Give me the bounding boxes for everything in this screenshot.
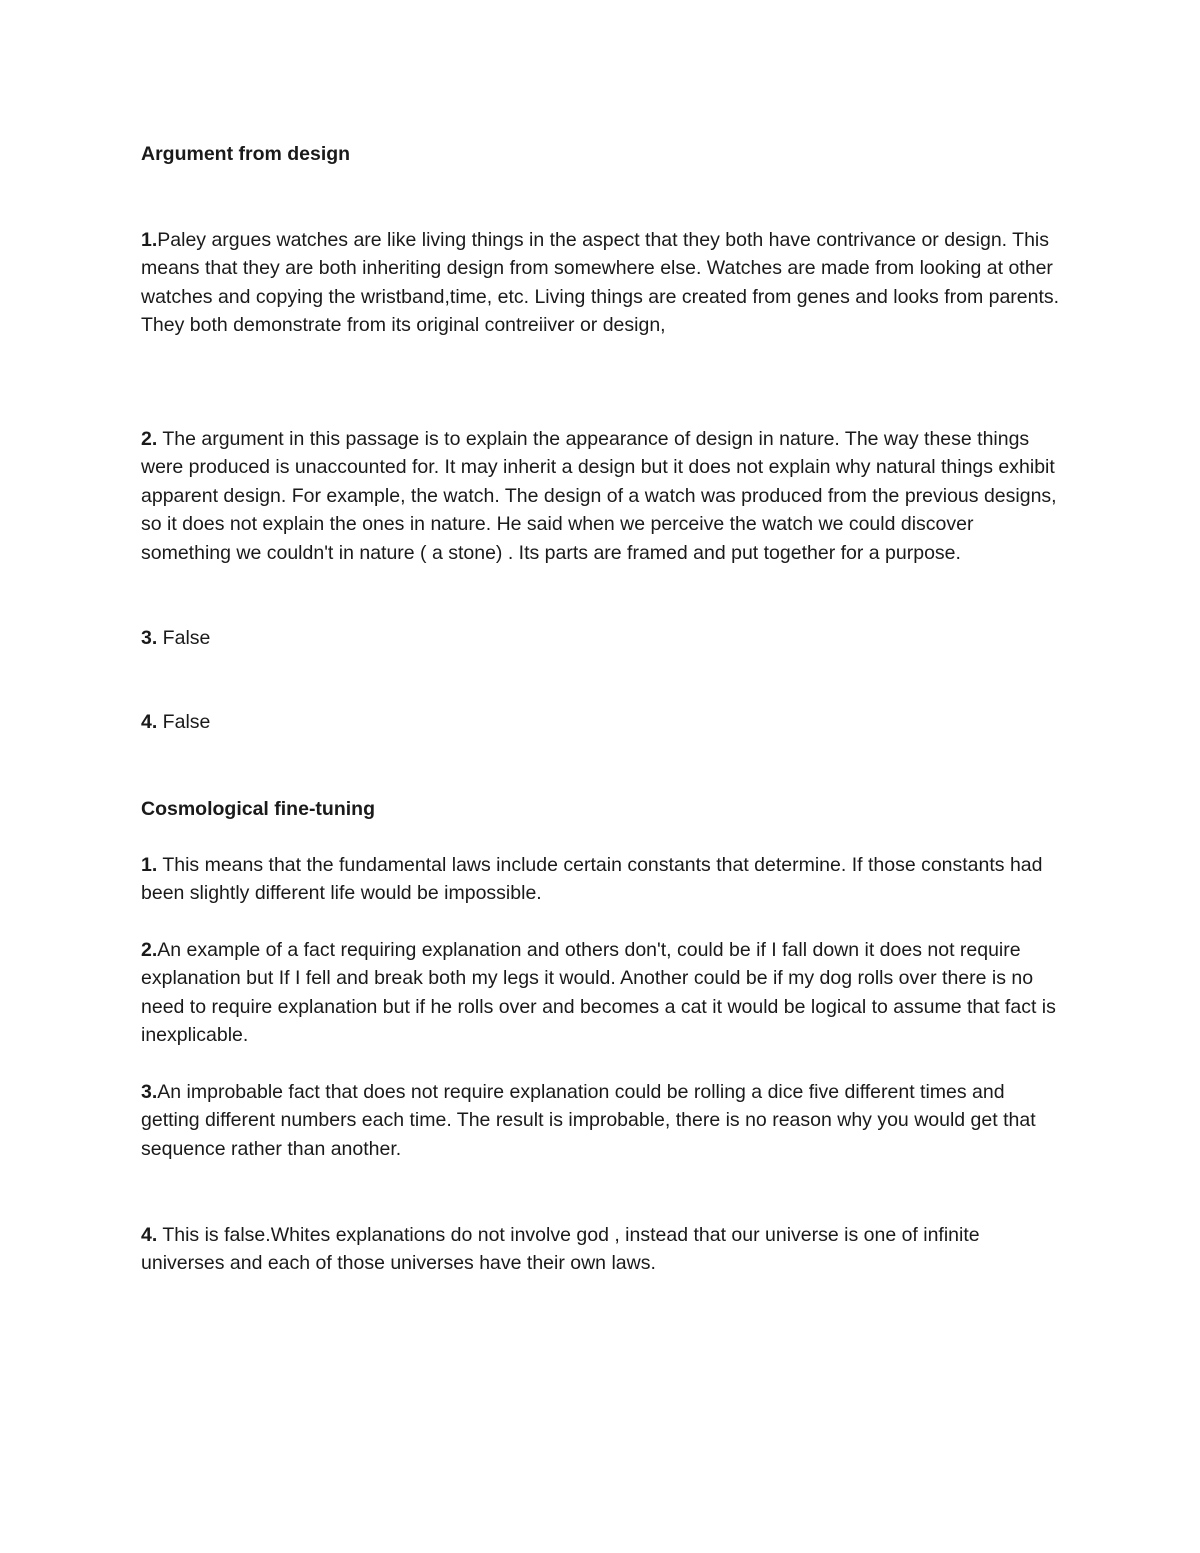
answer-number: 1. [141,229,158,251]
answer-paragraph [141,226,1061,340]
answer-number: 3. [141,1081,158,1103]
section-heading-cosmological-fine-tuning: Cosmological fine-tuning [141,798,375,820]
answer-paragraph [141,936,1061,1050]
answer-text: This means that the fundamental laws include certain constants that determine. If those constants had been slightly different life would be impossible. [141,854,1043,905]
answer-text: False [157,627,211,649]
answer-paragraph [141,851,1061,908]
answer-number: 2. [141,939,158,961]
answer-paragraph [141,425,1061,567]
answer-text: An improbable fact that does not require explanation could be rolling a dice five different times and getting different numbers each time. The result is improbable, there is no reason why you would get that sequence rather than another. [141,1081,1036,1160]
answer-text: False [157,711,211,733]
answer-number: 2. [141,428,158,450]
answer-text: This is false.Whites explanations do not involve god , instead that our universe is one of infinite universes and each of those universes have their own laws. [141,1224,980,1275]
answer-paragraph [141,708,1061,736]
answer-text: An example of a fact requiring explanation and others don't, could be if I fall down it does not require explanation but If I fell and break both my legs it would. Another could be if my dog rolls over there is no need to require explanation but if he rolls over and becomes a cat it would be logical to assume that fact is inexplicable. [141,939,1056,1047]
answer-text: Paley argues watches are like living things in the aspect that they both have contrivance or design. This means that they are both inheriting design from somewhere else. Watches are made from looking at other watches and copying the wristband,time, etc. Living things are created from genes and looks from parents. They both demonstrate from its original contreiiver or design, [141,229,1060,337]
answer-number: 1. [141,854,158,876]
answer-paragraph [141,624,1061,652]
answer-number: 3. [141,627,158,649]
section-heading-argument-from-design: Argument from design [141,143,351,165]
answer-number: 4. [141,1224,158,1246]
answer-number: 4. [141,711,158,733]
answer-paragraph [141,1221,1061,1278]
answer-text: The argument in this passage is to explain the appearance of design in nature. The way these things were produced is unaccounted for. It may inherit a design but it does not explain why natural things exhibit apparent design. For example, the watch. The design of a watch was produced from the previous designs, so it does not explain the ones in nature. He said when we perceive the watch we could discover something we couldn't in nature ( a stone) . Its parts are framed and put together for a purpose. [141,428,1057,564]
answer-paragraph [141,1078,1061,1163]
